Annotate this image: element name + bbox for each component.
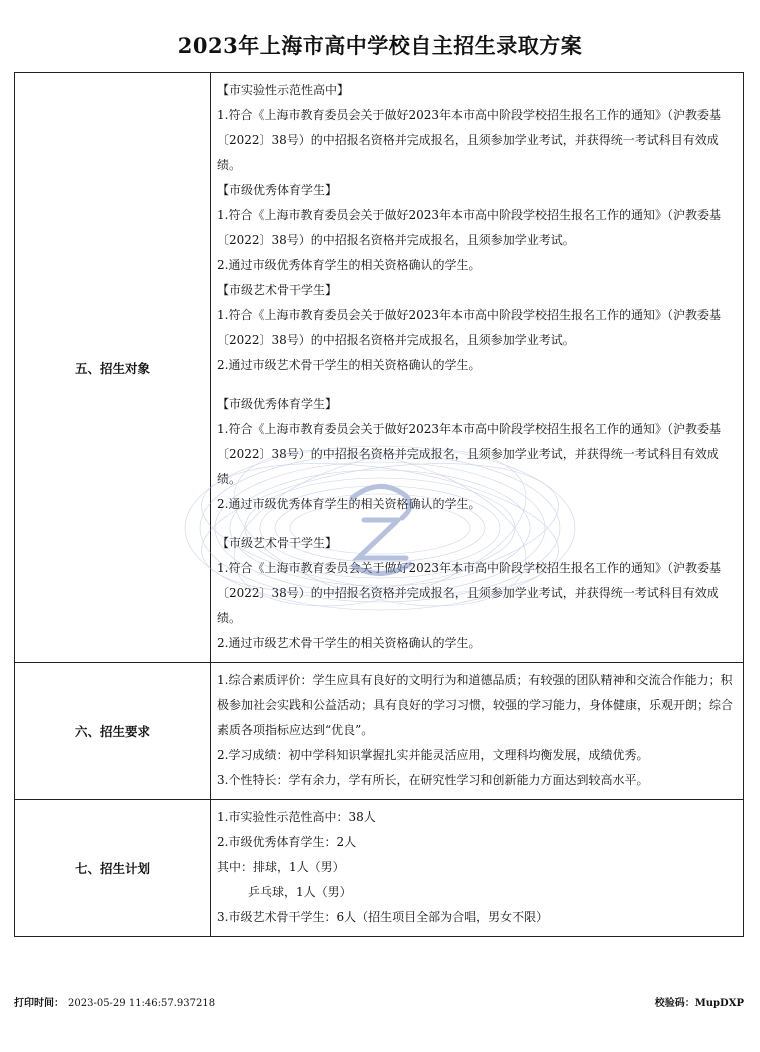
section-content-plan: [211, 800, 744, 937]
print-time: [14, 994, 215, 1009]
section-label-targets: 五、招生对象: [15, 73, 211, 663]
section-label-plan: 七、招生计划: [15, 800, 211, 937]
requirement-item: 2.通过市级优秀体育学生的相关资格确认的学生。: [217, 258, 481, 272]
spacer: [217, 517, 737, 531]
document-title: 2023年上海市高中学校自主招生录取方案: [177, 33, 583, 58]
category-heading: 【市级艺术骨干学生】: [217, 536, 338, 550]
section-row-requirements: [15, 663, 744, 800]
requirement-item: 2.通过市级艺术骨干学生的相关资格确认的学生。: [217, 636, 481, 650]
requirement-item: 1.符合《上海市教育委员会关于做好2023年本市高中阶段学校招生报名工作的通知》（沪教委基〔2022〕38号）的中招报名资格并完成报名，且须参加学业考试，并获得统一考试科目有效成绩。: [217, 108, 721, 172]
spacer: [217, 378, 737, 392]
print-time-value: 2023-05-29 11:46:57.937218: [68, 998, 216, 1009]
requirement-item: 1.综合素质评价：学生应具有良好的文明行为和道德品质；有较强的团队精神和交流合作能力；积极参加社会实践和公益活动；具有良好的学习习惯，较强的学习能力，身体健康，乐观开朗；综合素质各项指标应达到“优良”。: [217, 673, 734, 737]
requirement-item: 1.符合《上海市教育委员会关于做好2023年本市高中阶段学校招生报名工作的通知》（沪教委基〔2022〕38号）的中招报名资格并完成报名，且须参加学业考试。: [217, 308, 721, 347]
section-row-targets: [15, 73, 744, 663]
section-content-requirements: [211, 663, 744, 800]
plan-item: 1.市实验性示范性高中：38人: [217, 810, 376, 824]
requirement-item: 2.通过市级优秀体育学生的相关资格确认的学生。: [217, 497, 481, 511]
category-heading: 【市级优秀体育学生】: [217, 397, 338, 411]
verification-code: [655, 994, 744, 1009]
category-heading: 【市实验性示范性高中】: [217, 83, 350, 97]
plan-subitem: 乒乓球，1人（男）: [248, 885, 352, 899]
verification-code-value: MupDXP: [694, 998, 744, 1009]
plan-item: 2.市级优秀体育学生：2人: [217, 835, 357, 849]
category-heading: 【市级艺术骨干学生】: [217, 283, 338, 297]
print-time-label: 打印时间：: [14, 998, 64, 1009]
requirement-item: 1.符合《上海市教育委员会关于做好2023年本市高中阶段学校招生报名工作的通知》（沪教委基〔2022〕38号）的中招报名资格并完成报名，且须参加学业考试，并获得统一考试科目有效成绩。: [217, 422, 721, 486]
section-content-targets: [211, 73, 744, 663]
requirement-item: 1.符合《上海市教育委员会关于做好2023年本市高中阶段学校招生报名工作的通知》（沪教委基〔2022〕38号）的中招报名资格并完成报名，且须参加学业考试，并获得统一考试科目有效成绩。: [217, 561, 721, 625]
category-heading: 【市级优秀体育学生】: [217, 183, 338, 197]
verification-code-label: 校验码：: [654, 998, 695, 1009]
requirement-item: 3.个性特长：学有余力，学有所长，在研究性学习和创新能力方面达到较高水平。: [217, 773, 649, 787]
section-row-plan: [15, 800, 744, 937]
admission-plan-table: [14, 72, 744, 937]
requirement-item: 2.学习成绩：初中学科知识掌握扎实并能灵活应用，文理科均衡发展，成绩优秀。: [217, 748, 649, 762]
requirement-item: 2.通过市级艺术骨干学生的相关资格确认的学生。: [217, 358, 481, 372]
section-label-requirements: 六、招生要求: [15, 663, 211, 800]
requirement-item: 1.符合《上海市教育委员会关于做好2023年本市高中阶段学校招生报名工作的通知》（沪教委基〔2022〕38号）的中招报名资格并完成报名，且须参加学业考试。: [217, 208, 721, 247]
plan-subitem: 其中：排球，1人（男）: [217, 860, 345, 874]
plan-item: 3.市级艺术骨干学生：6人（招生项目全部为合唱，男女不限）: [217, 910, 549, 924]
